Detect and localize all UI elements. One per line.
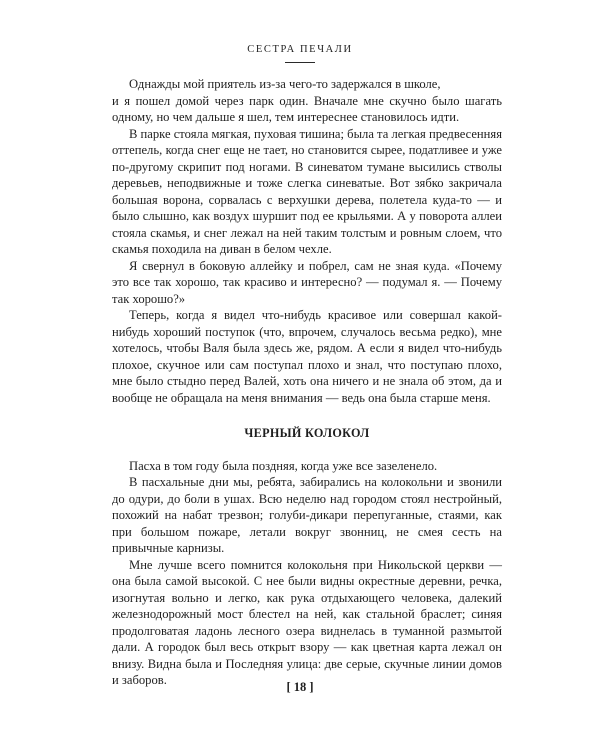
paragraph: Теперь, когда я видел что-нибудь красивое или совершал какой-нибудь хороший поступок (что, впрочем, случалось весьма редко), мне хотелось, чтобы Валя была здесь же, рядом. А если я видел что-нибудь плохое, скучное или сам поступал плохо и знал, что поступаю плохо, мне было стыдно перед Валей, хоть она ничего и не знала об этом, да и вообще не обращала на меня внимания — ведь она была старше меня. [112,308,502,405]
paragraph: Однажды мой приятель из-за чего-то задержался в школе, и я пошел домой через парк один. Вначале мне скучно было шагать одному, но чем дальше я шел, тем интереснее становилось идти. [112,77,502,124]
paragraph: Пасха в том году была поздняя, когда уже все зазеленело. [129,458,438,473]
paragraph: Мне лучше всего помнится колокольня при Никольской церкви — она была самой высокой. С нее были видны окрестные деревни, речка, изогнутая вольно и легко, как рука отдыхающего человека, далекий железнодорожный мост блестел на ней, как стальной браслет; синяя продолговатая ладонь лесного озера виднелась в туманной размытой дали. А городок был весь открыт взору — как цветная карта лежал он внизу. Видна была и Последняя улица: две серые, скучные линии домов и заборов. [112,557,502,687]
paragraph: В пасхальные дни мы, ребята, забирались на колокольни и звонили до одури, до боли в ушах. Всю неделю над городом стоял нестройный, похожий на набат трезвон; голуби-дикари перепуганные, стаями, как при большом пожаре, летали вокруг звонниц, не смея сесть на привычные карнизы. [112,475,502,555]
body-text [112,76,502,689]
running-head: СЕСТРА ПЕЧАЛИ [247,44,353,55]
header-rule [285,62,315,63]
page-number: [ 18 ] [286,680,314,694]
paragraph: В парке стояла мягкая, пуховая тишина; была та легкая предвесенняя оттепель, когда снег еще не тает, но становится сырее, податливее и уже по-другому скрипит под ногами. В синеватом тумане высились стволы деревьев, неподвижные и тоже слегка синеватые. Вот зябко закричала большая ворона, сорвалась с верхушки дерева, полетела куда-то — и было слышно, как воздух шуршит под ее крыльями. А у поворота аллеи стояла скамья, и снег лежал на ней таким толстым и ровным слоем, что скамья походила на диван в белом чехле. [112,126,502,256]
chapter-title: ЧЕРНЫЙ КОЛОКОЛ [244,426,370,440]
paragraph: Я свернул в боковую аллейку и побрел, сам не зная куда. «Почему это все так хорошо, так красиво и интересно? — подумал я. — Почему так хорошо?» [112,258,502,306]
